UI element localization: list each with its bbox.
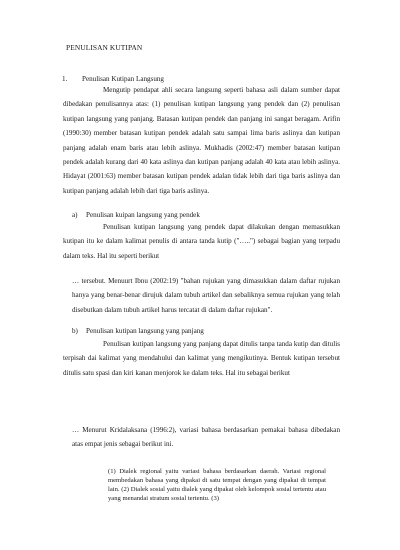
- sub-b-heading-text: Penulisan kutipan langsung yang panjang: [86, 327, 204, 335]
- document-title: PENULISAN KUTIPAN: [66, 43, 143, 52]
- sub-b-paragraph: Penulisan kutipan langsung yang panjang dapat ditulis tanpa tanda kutip dan ditulis terpisah dai kalimat yang mendahului dan kalimat yang mengikutinya. Bentuk kutipan tersebut ditulis satu spasi dan kiri kanan menjorok ke dalam teks. Hal itu sebagai berikut: [63, 340, 340, 377]
- sub-a-letter: a): [72, 211, 78, 219]
- sub-a-paragraph: Penulisan kutipan langsung yang pendek dapat dilakukan dengan memasukkan kutipan itu ke dalam kalimat penulis di antara tanda kutip ("…..") sebagai bagian yang terpadu dalam teks. Hal itu seperti berikut: [63, 223, 340, 260]
- sub-a-example: … tersebut. Menuurt Ibnu (2002:19) "bahan rujukan yang dimasukkan dalam daftar rujukan hanya yang benar-benar dirujuk dalam tubuh artikel dan sebaliknya semua rujukan yang telah disebutkan dalam tubuh artikel harus tercatat di dalam daftar rujukan".: [72, 277, 340, 314]
- section-1-paragraph: Mengutip pendapat ahli secara langsung seperti bahasa asli dalam sumber dapat dibedakan penulisannya atas: (1) penulisan kutipan langsung yang pendek dan (2) penulisan kutipan langsung yang panjang. Batasan kutipan pendek dan panjang ini sangat beragam. Arifin (1990:30) member batasan kutipan pendek adalah satu sampai lima baris aslinya dan kutipan panjang adalah enam baris atau lebih aslinya. Mukhadis (2002:47) member batasan kutipan pendek adalah kurang dari 40 kata aslinya dan kutipan panjang adalah 40 kata atau lebih aslinya. Hidayat (2001:63) member batasan kutipan pendek adalan tidak lebih dari tiga baris aslinya dan kutipan panjang adalah lebih dari tiga baris aslinya.: [63, 86, 340, 195]
- sub-b-letter: b): [72, 327, 78, 335]
- sub-b-heading: [72, 325, 204, 337]
- sub-a-heading-text: Penulisan kuipan langsung yang pendek: [86, 211, 200, 219]
- section-1-number: 1.: [62, 75, 68, 83]
- sub-b-example-intro: … Menurut Kridalaksana (1996:2), variasi bahasa berdasarkan pemakai bahasa dibedakan atas empat jenis sebagai berikut ini.: [72, 426, 340, 449]
- section-1-heading-text: Penulisan Kutipan Langsung: [82, 75, 164, 83]
- block-quote: (1) Dialek regional yaitu variasi bahasa berdasarkan daerah. Variasi regional membedakan bahasa yang dipakai di satu tempat dengan yang dipakai di tempat lain. (2) Dialek sosial yaitu dialek yang dipakai oleh kelompok sosial tertentu atau yang menandai stratum sosial tertentu. (3): [108, 468, 326, 502]
